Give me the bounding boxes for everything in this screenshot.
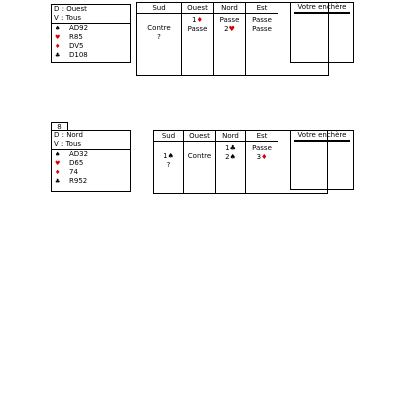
bid-cell: 1♠ xyxy=(163,152,174,160)
heart-icon: ♥ xyxy=(228,25,235,33)
club-icon: ♣ xyxy=(55,178,61,185)
diamond-icon: ♦ xyxy=(55,43,61,50)
bid-header: Sud xyxy=(137,3,181,14)
spade-icon: ♠ xyxy=(55,151,61,158)
spade-icon: ♠ xyxy=(229,153,236,161)
bid-cell: Passe xyxy=(252,25,272,33)
bid-cell: Passe xyxy=(219,16,240,24)
deal-7 xyxy=(51,0,361,64)
vulnerability-label: V : Tous xyxy=(52,14,130,24)
answer-box[interactable] xyxy=(290,130,354,190)
bid-column-est xyxy=(246,3,278,75)
answer-label: Votre enchère xyxy=(294,131,350,142)
heart-icon: ♥ xyxy=(55,160,61,167)
club-icon: ♣ xyxy=(55,52,61,59)
bid-cell: 3♦ xyxy=(256,153,268,161)
bid-column-est xyxy=(246,131,278,193)
diamond-icon: ♦ xyxy=(261,153,268,161)
bid-cell: Contre xyxy=(187,152,212,160)
dealer-label: D : Ouest xyxy=(54,5,87,13)
deal-8 xyxy=(51,123,361,196)
bid-column-sud xyxy=(154,131,184,193)
bid-cell: Passe xyxy=(252,16,272,24)
bid-header: Est xyxy=(246,131,278,142)
bid-column-nord xyxy=(214,3,246,75)
bid-header: Nord xyxy=(214,3,245,14)
club-icon: ♣ xyxy=(229,144,236,152)
bid-header: Est xyxy=(246,3,278,14)
bid-header: Nord xyxy=(216,131,245,142)
heart-icon: ♥ xyxy=(55,34,61,41)
bid-column-ouest xyxy=(184,131,216,193)
bid-cell: ? xyxy=(157,33,161,41)
bid-cell: 2♥ xyxy=(224,25,235,33)
hand-suit-spades: ♠ AD92 xyxy=(55,24,89,32)
spade-icon: ♠ xyxy=(55,25,61,32)
hand-suit-hearts: ♥ D65 xyxy=(55,159,84,167)
bid-column-nord xyxy=(216,131,246,193)
bid-cell: Passe xyxy=(187,25,208,33)
hand-suit-hearts: ♥ R85 xyxy=(55,33,83,41)
hand-suit-diamonds: ♦ 74 xyxy=(55,168,78,176)
deal-number: 8 xyxy=(51,122,68,131)
bid-cell: Passe xyxy=(252,144,272,152)
bid-cell: ? xyxy=(166,161,171,169)
diamond-icon: ♦ xyxy=(196,16,203,24)
bid-cell: 1♦ xyxy=(192,16,203,24)
hand-suit-spades: ♠ AD32 xyxy=(55,150,89,158)
bid-cell: Contre xyxy=(147,24,171,32)
dealer-label: D : Nord xyxy=(54,131,83,139)
hand-box xyxy=(51,130,131,192)
bid-cell: 2♠ xyxy=(225,153,236,161)
bid-header: Sud xyxy=(154,131,183,142)
bid-header: Ouest xyxy=(182,3,213,14)
answer-label: Votre enchère xyxy=(294,3,350,14)
spade-icon: ♠ xyxy=(167,152,174,160)
bid-column-sud xyxy=(137,3,182,75)
hand-suit-diamonds: ♦ DV5 xyxy=(55,42,84,50)
diamond-icon: ♦ xyxy=(55,169,61,176)
hand-box xyxy=(51,4,131,63)
hand-suit-clubs: ♣ R952 xyxy=(55,177,88,185)
bid-column-ouest xyxy=(182,3,214,75)
answer-box[interactable] xyxy=(290,2,354,63)
hand-suit-clubs: ♣ D108 xyxy=(55,51,88,59)
bid-cell: 1♣ xyxy=(225,144,236,152)
bid-header: Ouest xyxy=(184,131,215,142)
vulnerability-label: V : Tous xyxy=(52,140,130,150)
